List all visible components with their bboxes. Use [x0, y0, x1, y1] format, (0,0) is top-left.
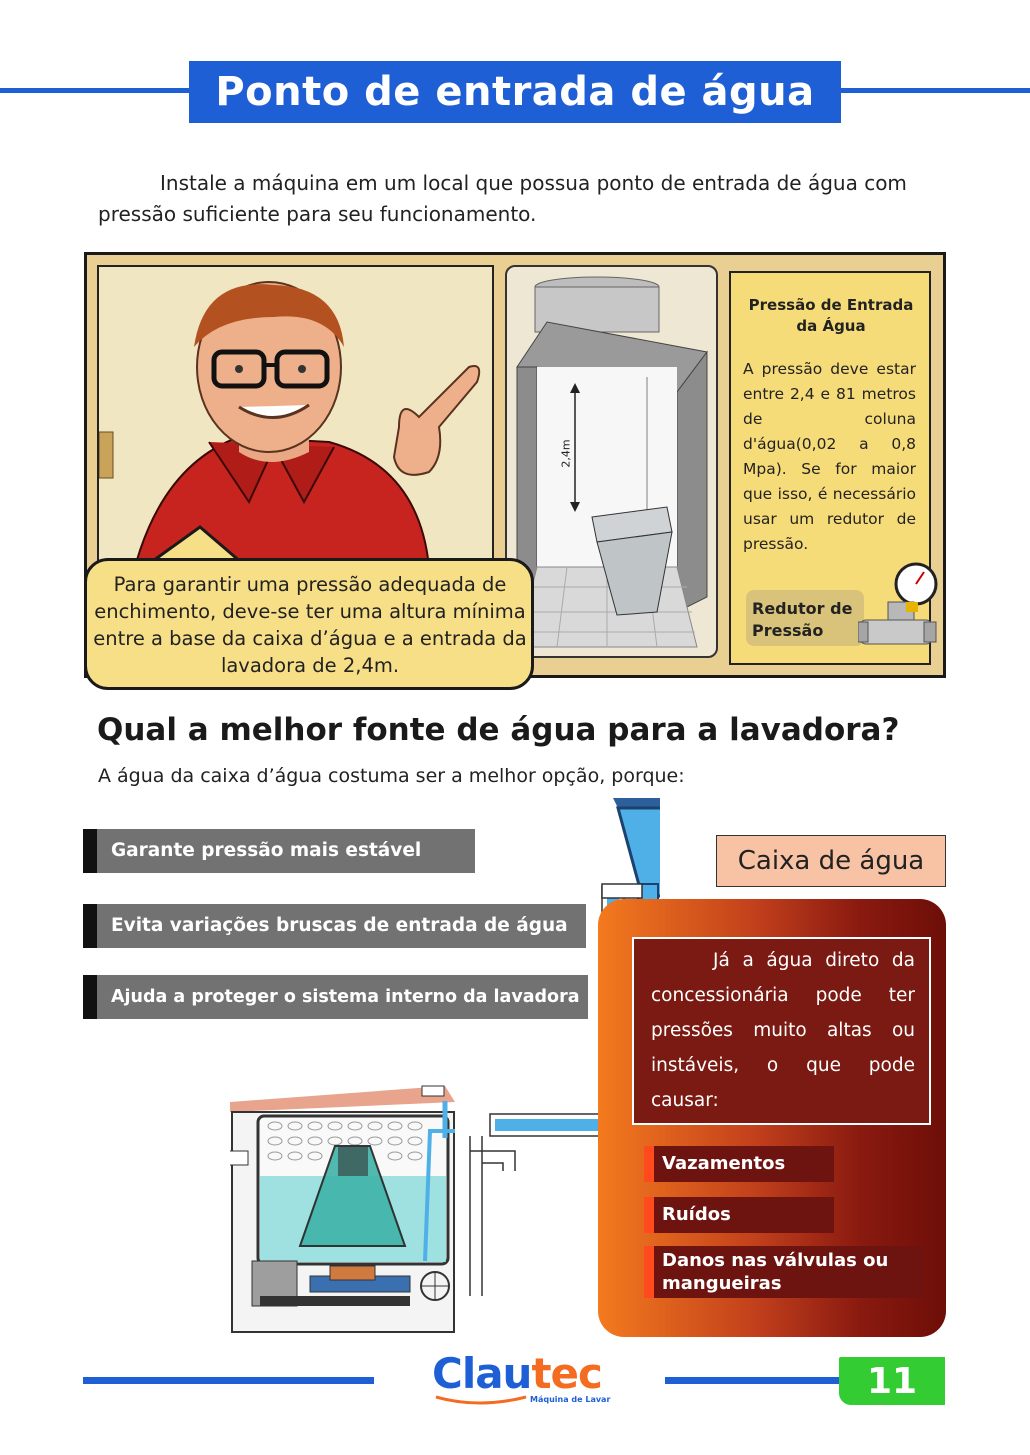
header-line-left	[0, 88, 190, 93]
footer-line-right	[665, 1377, 845, 1384]
pressure-info-text: A pressão deve estar entre 2,4 e 81 metros de coluna d'água(0,02 a 0,8 Mpa). Se for maior que isso, é necessário usar um redutor de pressão.	[743, 360, 916, 553]
benefit-label: Garante pressão mais estável	[111, 840, 422, 861]
utility-water-text: Já a água direto da concessionária pode ter pressões muito altas ou instáveis, o que pode causar:	[651, 950, 915, 1111]
water-tank-label: Caixa de água	[716, 835, 946, 887]
risk-label: Danos nas válvulas ou mangueiras	[662, 1250, 889, 1294]
benefit-label: Ajuda a proteger o sistema interno da lavadora	[111, 987, 580, 1007]
logo-text-tec: tec	[531, 1349, 602, 1398]
header-line-right	[840, 88, 1030, 93]
reducer-label: Redutor de Pressão	[752, 599, 853, 640]
section-title: Qual a melhor fonte de água para a lavadora?	[97, 712, 900, 748]
clautec-logo	[432, 1351, 612, 1411]
height-label: 2,4m	[559, 439, 573, 468]
room-diagram	[505, 265, 718, 658]
logo-swoosh-icon	[434, 1395, 529, 1407]
page-title: Ponto de entrada de água	[189, 61, 841, 123]
logo-text-clau: Clau	[432, 1349, 532, 1398]
risk-item	[644, 1197, 834, 1233]
pressure-info-title: Pressão de Entrada da Água	[748, 296, 914, 335]
risk-item	[644, 1146, 834, 1182]
pressure-reducer-icon	[858, 562, 940, 656]
risk-item	[644, 1246, 924, 1298]
water-tank-height-diagram	[507, 267, 718, 658]
logo-subtitle: Máquina de Lavar	[530, 1395, 611, 1404]
risk-label: Ruídos	[662, 1204, 731, 1225]
risk-label: Vazamentos	[662, 1153, 786, 1174]
page-number: 11	[839, 1357, 945, 1405]
speech-bubble-text: Para garantir uma pressão adequada de enchimento, deve-se ter uma altura mínima entre a base da caixa d’água e a entrada da lavadora de 2,4m.	[93, 573, 527, 677]
section-subtitle: A água da caixa d’água costuma ser a melhor opção, porque:	[98, 765, 685, 787]
benefit-label: Evita variações bruscas de entrada de água	[111, 915, 568, 936]
footer-line-left	[83, 1377, 374, 1384]
washer-plumbing-diagram	[230, 796, 660, 1342]
intro-paragraph: Instale a máquina em um local que possua ponto de entrada de água com pressão suficiente para seu funcionamento.	[98, 171, 907, 226]
